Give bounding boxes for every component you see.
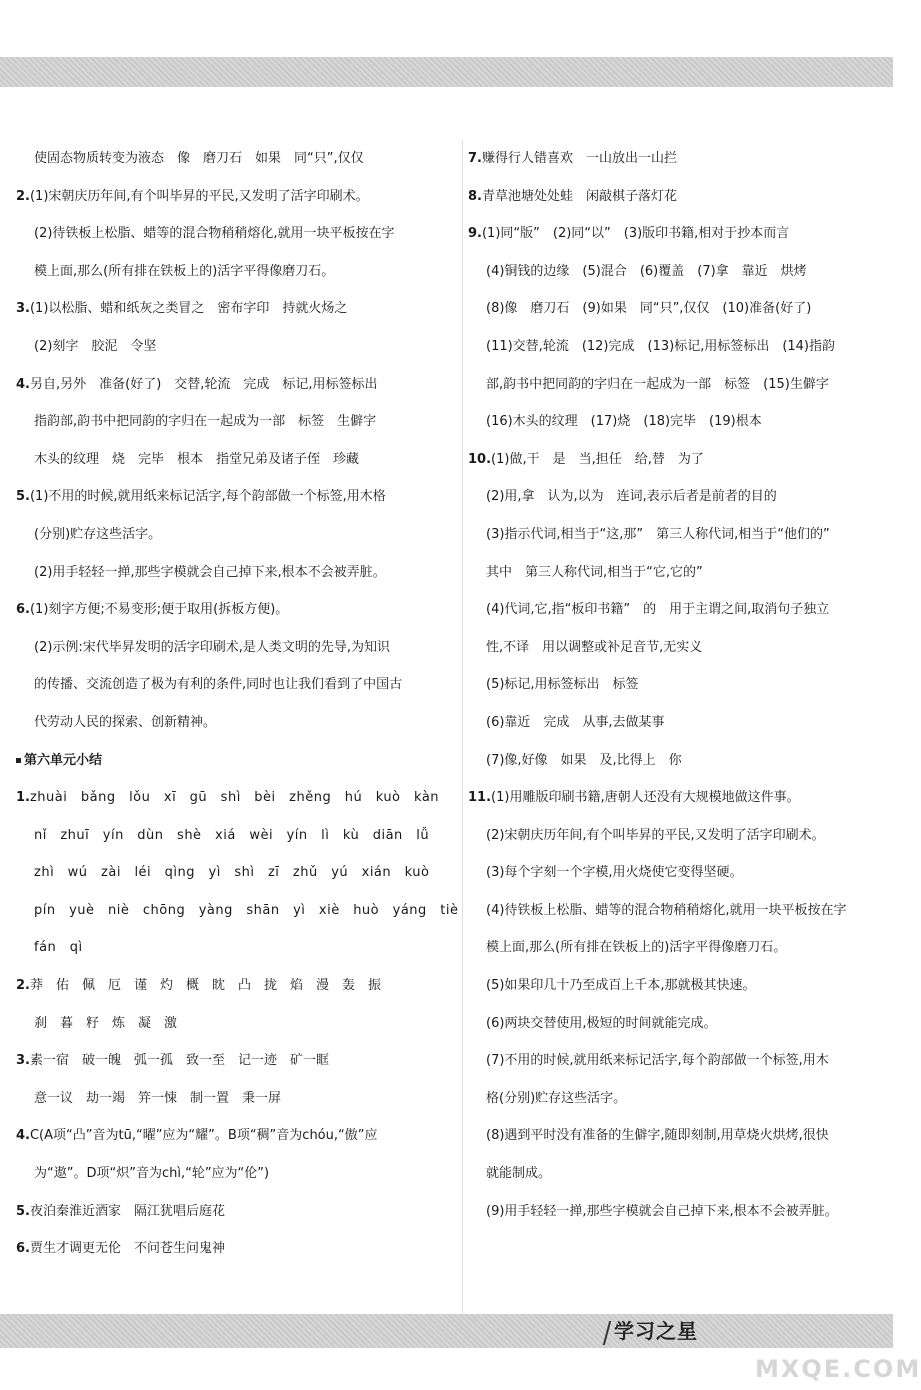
answer-text: (1)以松脂、蜡和纸灰之类冒之 密布字印 持就火炀之 xyxy=(29,301,348,317)
answer-text: 意一议 劫一竭 笄一悚 制一置 秉一屏 xyxy=(34,1090,282,1106)
answer-text: 部,韵书中把同韵的字归在一起成为一部 标签 (15)生僻字 xyxy=(486,376,829,392)
question-number: 1. xyxy=(16,790,30,806)
answer-line xyxy=(468,366,886,404)
answer-text: (16)木头的纹理 (17)烧 (18)完毕 (19)根本 xyxy=(486,414,762,430)
answer-text: 格(分别)贮存这些活字。 xyxy=(486,1090,627,1106)
answer-text: (2)刻字 胶泥 令坚 xyxy=(34,338,157,354)
answer-line xyxy=(16,441,448,479)
answer-line xyxy=(468,629,886,667)
left-column xyxy=(16,140,459,1268)
answer-line xyxy=(468,591,886,629)
brand-logo xyxy=(606,1314,698,1348)
question-number: 3. xyxy=(16,301,30,317)
answer-line xyxy=(16,403,448,441)
answer-line xyxy=(468,779,886,817)
answer-text: (1)不用的时候,就用纸来标记活字,每个韵部做一个标签,用木格 xyxy=(29,489,386,505)
answer-text: 莽 佑 佩 厄 谨 灼 概 眈 凸 拢 焰 漫 轰 振 xyxy=(29,978,381,994)
answer-text: (8)遇到平时没有准备的生僻字,随即刻制,用草烧火烘烤,很快 xyxy=(486,1128,829,1144)
answer-text: 赚得行人错喜欢 一山放出一山拦 xyxy=(481,151,677,166)
answer-line xyxy=(16,140,448,178)
answer-line xyxy=(16,779,448,817)
answer-text: 素一宿 破一魄 弧一孤 致一至 记一迹 矿一眶 xyxy=(29,1053,329,1069)
question-number: 11. xyxy=(468,790,492,806)
answer-line xyxy=(468,1193,886,1231)
answer-text: (11)交替,轮流 (12)完成 (13)标记,用标签标出 (14)指韵 xyxy=(486,338,836,354)
answer-line xyxy=(16,290,448,328)
answer-text: 第六单元小结 xyxy=(24,752,103,768)
answer-text: (2)用手轻轻一掸,那些字模就会自己掉下来,根本不会被弄脏。 xyxy=(34,564,386,580)
column-divider xyxy=(462,140,463,1320)
answer-text: 模上面,那么(所有排在铁板上的)活字平得像磨刀石。 xyxy=(34,263,335,279)
answer-text: (1)同“版” (2)同“以” (3)版印书籍,相对于抄本而言 xyxy=(481,226,790,242)
answer-line xyxy=(468,178,886,216)
answer-line xyxy=(16,1230,448,1268)
answer-line xyxy=(468,140,886,178)
answer-line xyxy=(16,704,448,742)
answer-text: (4)铜钱的边缘 (5)混合 (6)覆盖 (7)拿 靠近 烘烤 xyxy=(486,263,807,279)
answer-line xyxy=(16,1117,448,1155)
answer-line xyxy=(468,1155,886,1193)
answer-text: (1)做,干 是 当,担任 给,替 为了 xyxy=(491,451,704,467)
answer-text: (5)如果印几十乃至成百上千本,那就极其快速。 xyxy=(486,978,756,994)
answer-text: 夜泊秦淮近酒家 隔江犹唱后庭花 xyxy=(29,1203,225,1219)
answer-text: 代劳动人民的探索、创新精神。 xyxy=(34,714,217,730)
answer-line xyxy=(16,929,448,967)
answer-line xyxy=(468,215,886,253)
answer-line xyxy=(468,1080,886,1118)
answer-text: (7)不用的时候,就用纸来标记活字,每个韵部做一个标签,用木 xyxy=(486,1053,829,1069)
answer-line xyxy=(16,666,448,704)
answer-line xyxy=(16,1155,448,1193)
answer-line xyxy=(16,892,459,930)
answer-text: (4)代词,它,指“板印书籍” 的 用于主谓之间,取消句子独立 xyxy=(486,602,830,618)
answer-line xyxy=(16,215,448,253)
answer-text: (4)待铁板上松脂、蜡等的混合物稍稍熔化,就用一块平板按在字 xyxy=(486,902,847,918)
question-number: 6. xyxy=(16,602,30,618)
answer-line xyxy=(468,1005,886,1043)
question-number: 5. xyxy=(16,1203,30,1219)
answer-text: 模上面,那么(所有排在铁板上的)活字平得像磨刀石。 xyxy=(486,940,787,956)
answer-line xyxy=(16,554,448,592)
answer-line xyxy=(16,1193,448,1231)
watermark: MXQE.COM xyxy=(755,1355,921,1383)
question-number: 7. xyxy=(468,151,482,166)
answer-text: (1)用雕版印刷书籍,唐朝人还没有大规模地做这件事。 xyxy=(491,790,800,806)
answer-line xyxy=(16,854,448,892)
question-number: 6. xyxy=(16,1241,30,1257)
answer-line xyxy=(468,854,886,892)
answer-line xyxy=(468,1042,886,1080)
section-heading xyxy=(16,742,448,780)
question-number: 4. xyxy=(16,376,30,392)
answer-text: 青草池塘处处蛙 闲敲棋子落灯花 xyxy=(481,188,677,204)
answer-line xyxy=(16,629,448,667)
answer-text: 使固态物质转变为液态 像 磨刀石 如果 同“只”,仅仅 xyxy=(34,151,364,166)
answer-line xyxy=(16,478,448,516)
answer-line xyxy=(16,1005,448,1043)
answer-line xyxy=(468,1117,886,1155)
answer-line xyxy=(16,178,448,216)
answer-text: zhì wú zài léi qìng yì shì zī zhǔ yú xián kuò xyxy=(34,865,430,881)
answer-text: nǐ zhuī yín dùn shè xiá wèi yín lì kù diān lǚ xyxy=(34,827,430,843)
answer-line xyxy=(16,328,448,366)
question-number: 9. xyxy=(468,226,482,242)
answer-text: (8)像 磨刀石 (9)如果 同“只”,仅仅 (10)准备(好了) xyxy=(486,301,812,317)
answer-line xyxy=(468,478,886,516)
answer-text: 刹 暮 籽 炼 凝 激 xyxy=(34,1015,178,1031)
header-band xyxy=(0,57,893,87)
answer-line xyxy=(16,366,448,404)
answer-line xyxy=(468,742,886,780)
question-number: 2. xyxy=(16,978,30,994)
answer-line xyxy=(16,1080,448,1118)
answer-line xyxy=(468,290,886,328)
answer-text: (2)待铁板上松脂、蜡等的混合物稍稍熔化,就用一块平板按在字 xyxy=(34,226,395,242)
answer-line xyxy=(16,516,448,554)
answer-text: 贾生才调更无伦 不问苍生问鬼神 xyxy=(29,1241,225,1257)
answer-text: C(A项“凸”音为tū,“曜”应为“耀”。B项“稠”音为chóu,“傲”应 xyxy=(29,1128,378,1144)
answer-text: (2)宋朝庆历年间,有个叫毕昇的平民,又发明了活字印刷术。 xyxy=(486,827,825,843)
answer-text: (分别)贮存这些活字。 xyxy=(34,526,162,542)
footer-band xyxy=(0,1314,893,1348)
answer-text: 为“遨”。D项“炽”音为chì,“轮”应为“伦”) xyxy=(34,1166,270,1182)
answer-line xyxy=(468,516,886,554)
answer-text: 指韵部,韵书中把同韵的字归在一起成为一部 标签 生僻字 xyxy=(34,414,377,430)
answer-text: 的传播、交流创造了极为有利的条件,同时也让我们看到了中国古 xyxy=(34,677,403,693)
answer-line xyxy=(468,403,886,441)
answer-line xyxy=(16,967,448,1005)
question-number: 5. xyxy=(16,489,30,505)
square-bullet-icon xyxy=(16,758,21,763)
question-number: 4. xyxy=(16,1128,30,1144)
answer-text: (6)靠近 完成 从事,去做某事 xyxy=(486,714,665,730)
question-number: 8. xyxy=(468,188,482,204)
answer-text: (1)刻字方便;不易变形;便于取用(拆板方便)。 xyxy=(29,602,289,618)
answer-line xyxy=(468,253,886,291)
answer-line xyxy=(468,929,886,967)
answer-line xyxy=(468,892,886,930)
answer-line xyxy=(468,554,886,592)
answer-line xyxy=(468,967,886,1005)
answer-text: (3)每个字刻一个字模,用火烧使它变得坚硬。 xyxy=(486,865,743,881)
answer-text: 就能制成。 xyxy=(486,1166,552,1182)
answer-line xyxy=(468,666,886,704)
answer-text: (9)用手轻轻一掸,那些字模就会自己掉下来,根本不会被弄脏。 xyxy=(486,1203,838,1219)
answer-line xyxy=(468,704,886,742)
answer-text: (1)宋朝庆历年间,有个叫毕昇的平民,又发明了活字印刷术。 xyxy=(29,188,369,204)
answer-text: (2)用,拿 认为,以为 连词,表示后者是前者的目的 xyxy=(486,489,777,505)
answer-text: (7)像,好像 如果 及,比得上 你 xyxy=(486,752,682,768)
answer-line xyxy=(468,817,886,855)
answer-text: (3)指示代词,相当于“这,那” 第三人称代词,相当于“他们的” xyxy=(486,526,830,542)
right-column xyxy=(468,140,886,1230)
answer-text: (5)标记,用标签标出 标签 xyxy=(486,677,639,693)
answer-line xyxy=(16,591,448,629)
answer-text: (6)两块交替使用,极短的时间就能完成。 xyxy=(486,1015,717,1031)
answer-text: zhuài bǎng lǒu xī gū shì bèi zhěng hú kuò kàn xyxy=(29,790,440,806)
answer-line xyxy=(16,253,448,291)
question-number: 3. xyxy=(16,1053,30,1069)
answer-line xyxy=(16,817,448,855)
answer-text: 性,不译 用以调整或补足音节,无实义 xyxy=(486,639,703,655)
answer-text: fán qì xyxy=(34,940,83,956)
answer-text: 另自,另外 准备(好了) 交替,轮流 完成 标记,用标签标出 xyxy=(29,376,378,392)
answer-line xyxy=(468,441,886,479)
brand-title: 学习之星 xyxy=(614,1319,698,1343)
answer-text: 其中 第三人称代词,相当于“它,它的” xyxy=(486,564,703,580)
question-number: 2. xyxy=(16,188,30,204)
answer-text: 木头的纹理 烧 完毕 根本 指堂兄弟及诸子侄 珍藏 xyxy=(34,451,360,467)
question-number: 10. xyxy=(468,451,492,467)
answer-line xyxy=(16,1042,448,1080)
answer-text: (2)示例:宋代毕昇发明的活字印刷术,是人类文明的先导,为知识 xyxy=(34,639,391,655)
answer-text: pín yuè niè chōng yàng shān yì xiè huò yáng tiè xyxy=(34,902,459,918)
answer-line xyxy=(468,328,886,366)
